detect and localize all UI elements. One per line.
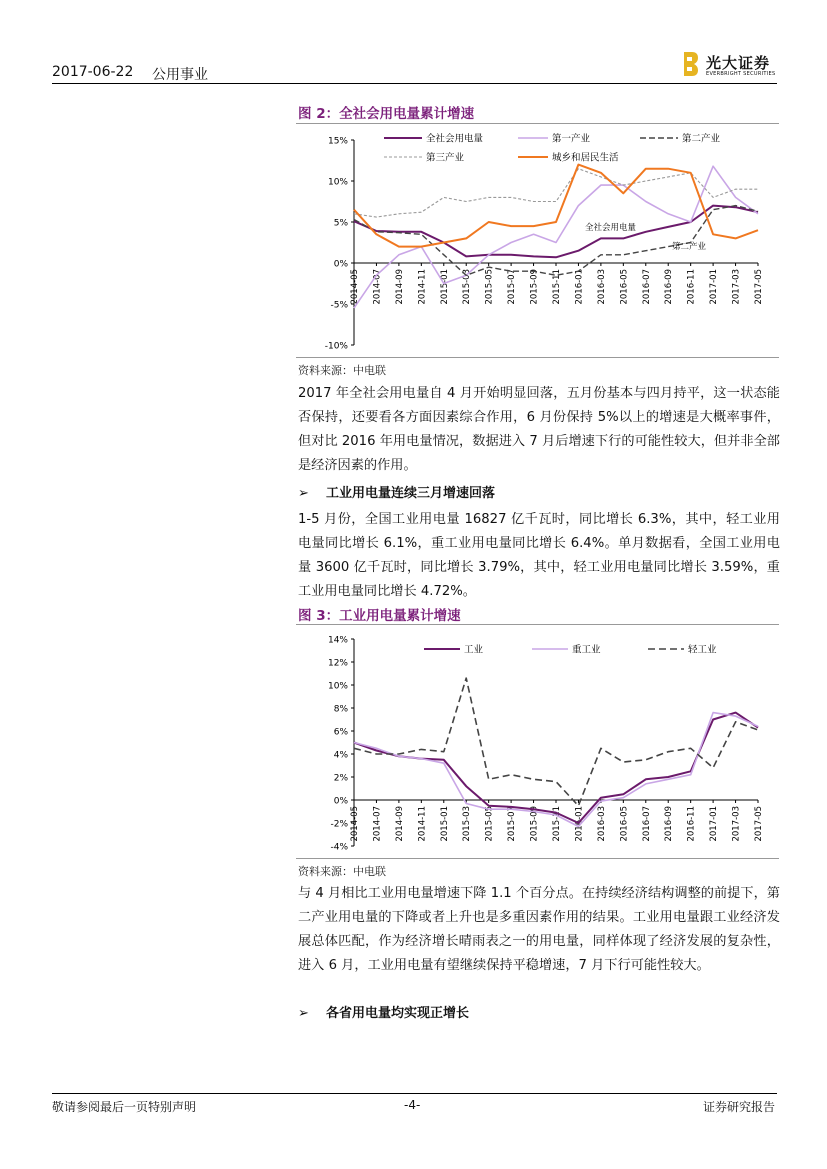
x-tick-label: 2015-03 <box>462 806 473 842</box>
bullet-arrow-icon: ➢ <box>298 486 309 501</box>
x-tick-label: 2016-05 <box>619 806 630 842</box>
footer-page-number: -4- <box>404 1098 421 1112</box>
legend-label: 重工业 <box>572 644 601 656</box>
header-sector: 公用事业 <box>152 67 208 83</box>
x-tick-label: 2015-05 <box>484 269 495 305</box>
x-tick-label: 2015-07 <box>507 806 518 842</box>
y-tick-label: 0% <box>333 259 348 270</box>
bullet-heading-1-text: 工业用电量连续三月增速回落 <box>326 486 496 501</box>
x-tick-label: 2016-09 <box>664 269 675 305</box>
x-tick-label: 2017-01 <box>709 269 720 305</box>
footer-rule <box>52 1093 777 1094</box>
x-tick-label: 2016-05 <box>619 269 630 305</box>
y-tick-label: 0% <box>333 796 348 807</box>
header-rule <box>52 83 777 84</box>
figure3-svg <box>296 625 779 857</box>
y-tick-label: 4% <box>333 750 348 761</box>
x-tick-label: 2016-03 <box>596 269 607 305</box>
paragraph-3: 与 4 月相比工业用电量增速下降 1.1 个百分点。在持续经济结构调整的前提下，第二产业用电量的下降或者上升也是多重因素作用的结果。工业用电量跟工业经济发展总体匹配，作为经济增长晴雨表之一的用电量，同样体现了经济发展的复杂性，进入 6 月，工业用电量有望继续保持平稳增速，7 月下行可能性较大。 <box>298 886 780 973</box>
y-tick-label: 14% <box>327 635 348 646</box>
y-tick-label: 10% <box>327 681 348 692</box>
x-tick-label: 2016-07 <box>641 269 652 305</box>
y-tick-label: 12% <box>327 658 348 669</box>
y-tick-label: 8% <box>333 704 348 715</box>
figure2-svg <box>296 124 779 356</box>
legend-label: 第三产业 <box>426 152 465 164</box>
x-tick-label: 2014-07 <box>372 806 383 842</box>
figure2-source: 资料来源：中电联 <box>298 364 386 377</box>
x-tick-label: 2014-07 <box>372 269 383 305</box>
x-tick-label: 2016-03 <box>596 806 607 842</box>
bullet-heading-2 <box>298 1002 469 1021</box>
x-tick-label: 2015-01 <box>439 269 450 305</box>
x-tick-label: 2017-05 <box>754 806 764 842</box>
logo <box>684 52 784 78</box>
y-tick-label: -2% <box>330 819 348 830</box>
footer-disclaimer: 敬请参阅最后一页特别声明 <box>52 1100 197 1114</box>
y-tick-label: -10% <box>324 341 348 352</box>
legend-label: 第一产业 <box>552 133 591 145</box>
figure2-title: 图 2：全社会用电量累计增速 <box>298 106 475 122</box>
chart-annotation: 全社会用电量 <box>585 223 637 233</box>
figure3-source: 资料来源：中电联 <box>298 865 386 878</box>
x-tick-label: 2014-11 <box>417 806 428 842</box>
x-tick-label: 2016-07 <box>641 806 652 842</box>
legend-label: 城乡和居民生活 <box>552 152 619 164</box>
x-tick-label: 2014-05 <box>350 806 360 842</box>
paragraph-1: 2017 年全社会用电量自 4 月开始明显回落，五月份基本与四月持平，这一状态能否保持，还要看各方面因素综合作用，6 月份保持 5%以上的增速是大概率事件，但对比 2016 年用电量情况，数据进入 7 月后增速下行的可能性较大，但并非全部是经济因素的作用。 <box>298 386 780 473</box>
figure2-bottom-rule <box>296 357 779 358</box>
x-tick-label: 2014-09 <box>394 806 405 842</box>
x-tick-label: 2015-03 <box>462 269 473 305</box>
chart-annotation: 第二产业 <box>672 242 707 252</box>
x-tick-label: 2017-03 <box>731 806 742 842</box>
x-tick-label: 2015-07 <box>507 269 518 305</box>
y-tick-label: 15% <box>327 136 348 147</box>
x-tick-label: 2015-11 <box>552 806 562 842</box>
x-tick-label: 2017-03 <box>731 269 742 305</box>
series-line-3 <box>354 678 758 806</box>
x-tick-label: 2016-01 <box>574 806 585 842</box>
logo-mark-icon <box>684 52 698 76</box>
x-tick-label: 2014-09 <box>394 269 405 305</box>
legend-label: 第二产业 <box>682 133 721 145</box>
x-tick-label: 2014-11 <box>417 269 428 305</box>
bullet-arrow-icon: ➢ <box>298 1006 309 1021</box>
figure3-title: 图 3：工业用电量累计增速 <box>298 608 461 624</box>
legend-label: 工业 <box>464 644 484 656</box>
x-tick-label: 2015-09 <box>529 806 540 842</box>
footer-report-type: 证券研究报告 <box>702 1100 775 1114</box>
legend-label: 全社会用电量 <box>426 133 484 145</box>
figure3-bottom-rule <box>296 858 779 859</box>
y-tick-label: 2% <box>333 773 348 784</box>
header-date: 2017-06-22 <box>52 64 134 80</box>
y-tick-label: 6% <box>333 727 348 738</box>
y-tick-label: 10% <box>327 177 348 188</box>
y-tick-label: 5% <box>333 218 348 229</box>
y-tick-label: -5% <box>330 300 348 311</box>
x-tick-label: 2016-01 <box>574 269 585 305</box>
paragraph-2: 1-5 月份，全国工业用电量 16827 亿千瓦时，同比增长 6.3%，其中，轻工业用电量同比增长 6.1%，重工业用电量同比增长 6.4%。单月数据看，全国工业用电量 3600 亿千瓦时，同比增长 3.79%，其中，轻工业用电量同比增长 3.59%，重工业用电量同比增长 4.72%。 <box>298 512 780 599</box>
y-tick-label: -4% <box>330 842 348 853</box>
figure2-chart <box>296 124 779 356</box>
x-tick-label: 2014-05 <box>350 269 360 305</box>
figure3-chart <box>296 625 779 857</box>
x-tick-label: 2015-11 <box>552 269 562 305</box>
x-tick-label: 2015-01 <box>439 806 450 842</box>
x-tick-label: 2016-11 <box>686 806 697 842</box>
x-tick-label: 2016-09 <box>664 806 675 842</box>
x-tick-label: 2016-11 <box>686 269 697 305</box>
logo-text: 光大证券 <box>706 54 771 72</box>
bullet-heading-1 <box>298 482 495 501</box>
legend-label: 轻工业 <box>688 644 717 656</box>
x-tick-label: 2015-09 <box>529 269 540 305</box>
x-tick-label: 2015-05 <box>484 806 495 842</box>
x-tick-label: 2017-01 <box>709 806 720 842</box>
logo-subtext: EVERBRIGHT SECURITIES <box>706 71 776 77</box>
x-tick-label: 2017-05 <box>754 269 764 305</box>
bullet-heading-2-text: 各省用电量均实现正增长 <box>326 1006 470 1021</box>
